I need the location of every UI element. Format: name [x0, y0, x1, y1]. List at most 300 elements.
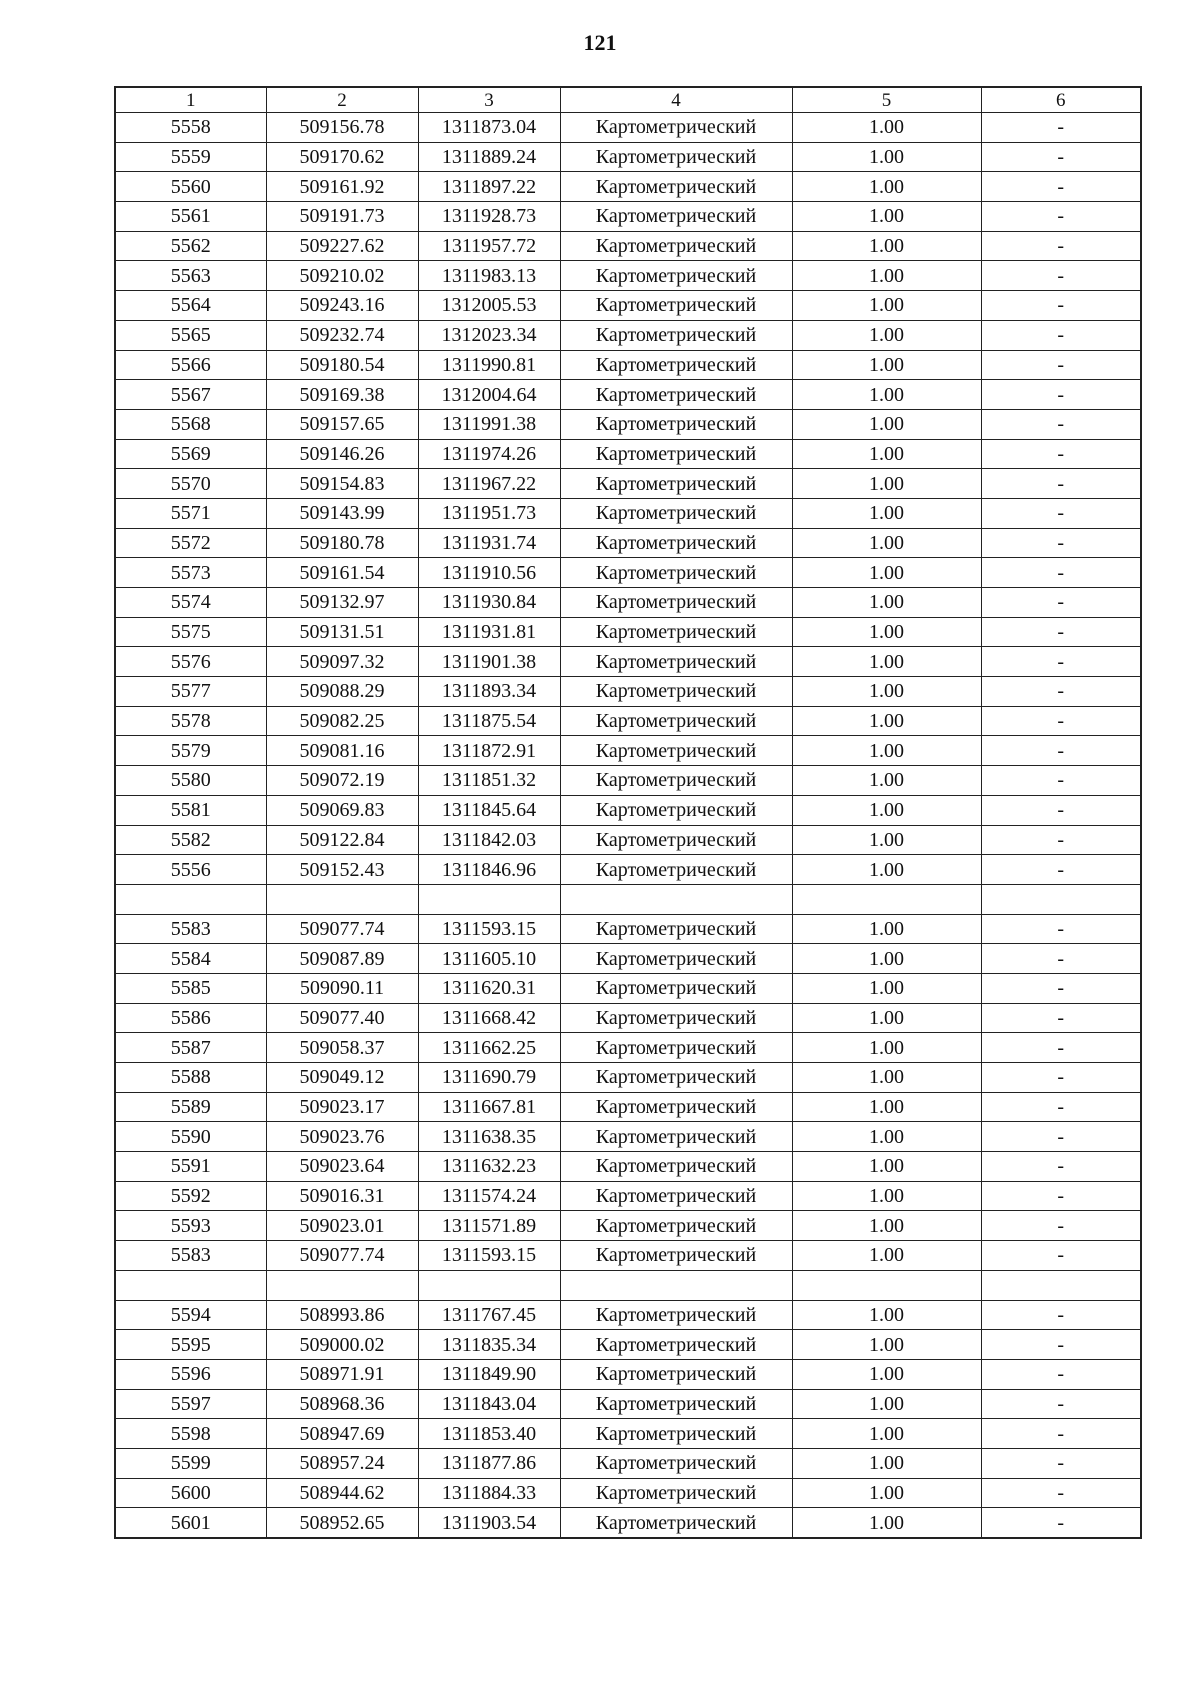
table-cell: 508968.36 — [266, 1389, 418, 1419]
table-cell: 5564 — [115, 291, 266, 321]
table-row — [115, 1063, 1141, 1093]
table-cell: 1311605.10 — [418, 944, 560, 974]
table-cell: Картометрический — [560, 944, 792, 974]
table-cell: 508993.86 — [266, 1300, 418, 1330]
table-row — [115, 350, 1141, 380]
table-cell: 5583 — [115, 914, 266, 944]
table-cell: - — [981, 1359, 1141, 1389]
table-cell: Картометрический — [560, 498, 792, 528]
table-cell: 1312023.34 — [418, 320, 560, 350]
table-cell: 1.00 — [792, 1419, 981, 1449]
table-cell: 1.00 — [792, 1181, 981, 1211]
table-cell: Картометрический — [560, 1063, 792, 1093]
table-cell: 1.00 — [792, 202, 981, 232]
table-cell: 1311931.81 — [418, 617, 560, 647]
table-cell: - — [981, 1300, 1141, 1330]
table-cell: - — [981, 350, 1141, 380]
table-cell: Картометрический — [560, 1211, 792, 1241]
table-cell: 5597 — [115, 1389, 266, 1419]
table-cell: 1.00 — [792, 855, 981, 885]
table-cell — [560, 884, 792, 914]
table-row — [115, 1389, 1141, 1419]
table-row — [115, 914, 1141, 944]
table-cell — [266, 884, 418, 914]
table-cell: 5579 — [115, 736, 266, 766]
table-cell: 509072.19 — [266, 766, 418, 796]
table-cell: Картометрический — [560, 855, 792, 885]
table-cell: 509090.11 — [266, 973, 418, 1003]
table-row — [115, 261, 1141, 291]
table-cell: 509023.17 — [266, 1092, 418, 1122]
table-cell: - — [981, 1241, 1141, 1271]
table-cell: Картометрический — [560, 677, 792, 707]
table-cell: 1311951.73 — [418, 498, 560, 528]
table-cell: 1.00 — [792, 142, 981, 172]
table-cell: 509152.43 — [266, 855, 418, 885]
table-cell: 5582 — [115, 825, 266, 855]
table-cell — [266, 1270, 418, 1300]
table-cell: 1311991.38 — [418, 409, 560, 439]
table-cell: 509170.62 — [266, 142, 418, 172]
table-cell: 5573 — [115, 558, 266, 588]
table-cell: 1.00 — [792, 1122, 981, 1152]
table-row — [115, 1419, 1141, 1449]
table-cell: 508971.91 — [266, 1359, 418, 1389]
table-cell: Картометрический — [560, 825, 792, 855]
table-cell: 5600 — [115, 1478, 266, 1508]
table-cell: 1.00 — [792, 1092, 981, 1122]
table-cell: Картометрический — [560, 142, 792, 172]
table-cell: 5601 — [115, 1508, 266, 1538]
table-cell: - — [981, 795, 1141, 825]
table-cell: 1311662.25 — [418, 1033, 560, 1063]
table-cell: Картометрический — [560, 1508, 792, 1538]
table-cell: 509191.73 — [266, 202, 418, 232]
table-cell: - — [981, 1122, 1141, 1152]
table-cell: 1311593.15 — [418, 1241, 560, 1271]
table-cell: Картометрический — [560, 261, 792, 291]
table-cell: 1.00 — [792, 231, 981, 261]
table-cell: 5572 — [115, 528, 266, 558]
table-cell: 1311835.34 — [418, 1330, 560, 1360]
table-cell: 509077.40 — [266, 1003, 418, 1033]
table-cell: 1311967.22 — [418, 469, 560, 499]
table-cell: 509023.01 — [266, 1211, 418, 1241]
table-cell: 1311632.23 — [418, 1152, 560, 1182]
header-cell-6: 6 — [981, 87, 1141, 113]
table-cell: 509161.54 — [266, 558, 418, 588]
table-cell: 5580 — [115, 766, 266, 796]
table-row — [115, 113, 1141, 143]
table-cell: Картометрический — [560, 766, 792, 796]
table-cell: 5559 — [115, 142, 266, 172]
table-cell — [981, 1270, 1141, 1300]
table-cell: 509143.99 — [266, 498, 418, 528]
table-cell: Картометрический — [560, 1448, 792, 1478]
table-row — [115, 588, 1141, 618]
table-row — [115, 1448, 1141, 1478]
table-cell: 5598 — [115, 1419, 266, 1449]
table-cell: 1.00 — [792, 1063, 981, 1093]
table-cell: 1.00 — [792, 677, 981, 707]
table-cell: Картометрический — [560, 736, 792, 766]
table-cell: 5588 — [115, 1063, 266, 1093]
table-row — [115, 1033, 1141, 1063]
table-cell: 1.00 — [792, 647, 981, 677]
table-cell: 1.00 — [792, 261, 981, 291]
table-cell: - — [981, 1092, 1141, 1122]
table-body — [115, 113, 1141, 1539]
table-cell: 5578 — [115, 706, 266, 736]
table-row — [115, 1300, 1141, 1330]
table-cell: 1.00 — [792, 588, 981, 618]
table-cell: 1.00 — [792, 736, 981, 766]
table-row — [115, 617, 1141, 647]
table-row — [115, 825, 1141, 855]
table-cell: 1.00 — [792, 469, 981, 499]
table-cell: Картометрический — [560, 1389, 792, 1419]
table-cell: - — [981, 736, 1141, 766]
table-row — [115, 1181, 1141, 1211]
table-cell: 5566 — [115, 350, 266, 380]
table-cell: Картометрический — [560, 647, 792, 677]
table-cell: 1311574.24 — [418, 1181, 560, 1211]
table-cell: 5558 — [115, 113, 266, 143]
table-cell: 5590 — [115, 1122, 266, 1152]
table-cell: - — [981, 1389, 1141, 1419]
table-cell: Картометрический — [560, 202, 792, 232]
table-cell: 5589 — [115, 1092, 266, 1122]
table-cell: - — [981, 1063, 1141, 1093]
table-cell: 509210.02 — [266, 261, 418, 291]
table-cell: - — [981, 1419, 1141, 1449]
table-cell: 5593 — [115, 1211, 266, 1241]
table-cell: 509087.89 — [266, 944, 418, 974]
table-row — [115, 1478, 1141, 1508]
table-cell: 509157.65 — [266, 409, 418, 439]
table-cell: 1.00 — [792, 766, 981, 796]
table-cell: 5562 — [115, 231, 266, 261]
table-cell: 1.00 — [792, 1389, 981, 1419]
table-cell: - — [981, 409, 1141, 439]
table-cell: 1311842.03 — [418, 825, 560, 855]
table-cell: 5571 — [115, 498, 266, 528]
table-cell: 1311889.24 — [418, 142, 560, 172]
table-row — [115, 1359, 1141, 1389]
table-cell: 509122.84 — [266, 825, 418, 855]
table-row — [115, 706, 1141, 736]
table-cell: 509146.26 — [266, 439, 418, 469]
table-row — [115, 1152, 1141, 1182]
table-cell: 1.00 — [792, 291, 981, 321]
table-cell: - — [981, 1152, 1141, 1182]
table-row — [115, 1330, 1141, 1360]
table-cell: - — [981, 1033, 1141, 1063]
table-row — [115, 1122, 1141, 1152]
table-cell: Картометрический — [560, 1300, 792, 1330]
table-cell: 1311903.54 — [418, 1508, 560, 1538]
table-cell: - — [981, 825, 1141, 855]
table-cell: - — [981, 469, 1141, 499]
table-cell: 509156.78 — [266, 113, 418, 143]
table-cell: 1.00 — [792, 617, 981, 647]
coordinates-table — [114, 86, 1142, 1539]
table-cell: - — [981, 1478, 1141, 1508]
table-cell: Картометрический — [560, 113, 792, 143]
table-cell: Картометрический — [560, 1359, 792, 1389]
table-cell: 5581 — [115, 795, 266, 825]
header-cell-3: 3 — [418, 87, 560, 113]
table-row — [115, 528, 1141, 558]
table-cell: 1.00 — [792, 558, 981, 588]
table-cell: 1.00 — [792, 795, 981, 825]
table-row — [115, 855, 1141, 885]
table-cell: 1.00 — [792, 380, 981, 410]
table-cell: - — [981, 973, 1141, 1003]
table-row — [115, 677, 1141, 707]
table-row — [115, 1241, 1141, 1271]
table-cell: 1.00 — [792, 1448, 981, 1478]
table-cell: 1.00 — [792, 825, 981, 855]
header-cell-5: 5 — [792, 87, 981, 113]
table-row — [115, 1003, 1141, 1033]
table-cell: 509180.78 — [266, 528, 418, 558]
table-row — [115, 202, 1141, 232]
table-cell: - — [981, 1330, 1141, 1360]
table-cell: 1311974.26 — [418, 439, 560, 469]
table-cell: 1311873.04 — [418, 113, 560, 143]
table-cell: 508944.62 — [266, 1478, 418, 1508]
table-cell — [792, 884, 981, 914]
table-cell: Картометрический — [560, 1241, 792, 1271]
table-cell: 5563 — [115, 261, 266, 291]
table-cell: - — [981, 677, 1141, 707]
table-cell: 1311930.84 — [418, 588, 560, 618]
table-cell: 5568 — [115, 409, 266, 439]
table-cell: 1.00 — [792, 914, 981, 944]
table-cell: Картометрический — [560, 172, 792, 202]
table-cell: 1311928.73 — [418, 202, 560, 232]
table-cell: 5594 — [115, 1300, 266, 1330]
table-row — [115, 291, 1141, 321]
table-cell: 5595 — [115, 1330, 266, 1360]
table-cell: 1.00 — [792, 409, 981, 439]
table-cell: Картометрический — [560, 617, 792, 647]
page-number: 121 — [583, 30, 617, 55]
table-cell: 1311571.89 — [418, 1211, 560, 1241]
table-cell: 5596 — [115, 1359, 266, 1389]
table-cell: 1.00 — [792, 1300, 981, 1330]
table-row — [115, 973, 1141, 1003]
table-cell: 1.00 — [792, 706, 981, 736]
table-cell: 5569 — [115, 439, 266, 469]
table-cell: 1311872.91 — [418, 736, 560, 766]
table-cell: 5567 — [115, 380, 266, 410]
table-cell: Картометрический — [560, 1092, 792, 1122]
table-cell: - — [981, 142, 1141, 172]
table-cell: 5570 — [115, 469, 266, 499]
table-cell: 509081.16 — [266, 736, 418, 766]
table-cell: 1311638.35 — [418, 1122, 560, 1152]
table-cell: 508957.24 — [266, 1448, 418, 1478]
table-cell: Картометрический — [560, 588, 792, 618]
table-cell: Картометрический — [560, 558, 792, 588]
table-cell: 1.00 — [792, 439, 981, 469]
table-cell: 1311620.31 — [418, 973, 560, 1003]
table-cell: 5585 — [115, 973, 266, 1003]
table-cell: 1.00 — [792, 1241, 981, 1271]
table-cell: 509227.62 — [266, 231, 418, 261]
table-cell: 5575 — [115, 617, 266, 647]
table-cell: 1311875.54 — [418, 706, 560, 736]
table-cell: 1311849.90 — [418, 1359, 560, 1389]
table-cell — [418, 884, 560, 914]
table-cell: 1.00 — [792, 1211, 981, 1241]
table-cell: - — [981, 439, 1141, 469]
table-cell: 1311853.40 — [418, 1419, 560, 1449]
table-cell: 5592 — [115, 1181, 266, 1211]
table-cell: 1311668.42 — [418, 1003, 560, 1033]
table-cell: 1311843.04 — [418, 1389, 560, 1419]
table-cell: 509049.12 — [266, 1063, 418, 1093]
table-cell: Картометрический — [560, 231, 792, 261]
table-row — [115, 944, 1141, 974]
table-cell: Картометрический — [560, 1478, 792, 1508]
table-cell: - — [981, 202, 1141, 232]
table-cell: 5599 — [115, 1448, 266, 1478]
table-row — [115, 1092, 1141, 1122]
table-cell: 509131.51 — [266, 617, 418, 647]
table-row — [115, 172, 1141, 202]
table-cell: Картометрический — [560, 1419, 792, 1449]
table-cell: Картометрический — [560, 320, 792, 350]
table-cell: 1311901.38 — [418, 647, 560, 677]
table-cell: 1.00 — [792, 350, 981, 380]
table-cell — [115, 1270, 266, 1300]
table-cell: 5584 — [115, 944, 266, 974]
header-cell-1: 1 — [115, 87, 266, 113]
table-cell: 1.00 — [792, 1152, 981, 1182]
table-cell: 1311846.96 — [418, 855, 560, 885]
table-cell: - — [981, 1508, 1141, 1538]
table-cell — [115, 884, 266, 914]
table-row — [115, 498, 1141, 528]
table-cell: 508947.69 — [266, 1419, 418, 1449]
table-cell: - — [981, 291, 1141, 321]
table-row — [115, 1270, 1141, 1300]
header-row — [115, 87, 1141, 113]
table-cell — [981, 884, 1141, 914]
table-cell: Картометрический — [560, 528, 792, 558]
table-cell: Картометрический — [560, 1122, 792, 1152]
table-cell: 509154.83 — [266, 469, 418, 499]
table-cell: Картометрический — [560, 439, 792, 469]
table-cell: 5586 — [115, 1003, 266, 1033]
table-row — [115, 766, 1141, 796]
table-cell: Картометрический — [560, 973, 792, 1003]
table-cell: 1312004.64 — [418, 380, 560, 410]
table-cell: 509023.76 — [266, 1122, 418, 1152]
table-cell: 1.00 — [792, 944, 981, 974]
table-cell: 508952.65 — [266, 1508, 418, 1538]
table-row — [115, 469, 1141, 499]
table-cell: 5556 — [115, 855, 266, 885]
table-cell: 509077.74 — [266, 914, 418, 944]
table-row — [115, 647, 1141, 677]
table-cell: 5583 — [115, 1241, 266, 1271]
table-cell: Картометрический — [560, 795, 792, 825]
table-cell: 1.00 — [792, 1478, 981, 1508]
table-cell: - — [981, 380, 1141, 410]
table-cell: 1.00 — [792, 1508, 981, 1538]
table-cell: - — [981, 558, 1141, 588]
table-cell: 5574 — [115, 588, 266, 618]
table-cell: 1311845.64 — [418, 795, 560, 825]
table-cell: - — [981, 588, 1141, 618]
table-row — [115, 1508, 1141, 1538]
table-row — [115, 795, 1141, 825]
table-cell: 1.00 — [792, 113, 981, 143]
table-cell: 509088.29 — [266, 677, 418, 707]
table-row — [115, 884, 1141, 914]
table-cell: - — [981, 528, 1141, 558]
table-cell: - — [981, 113, 1141, 143]
table-cell: Картометрический — [560, 409, 792, 439]
table-cell: 1311957.72 — [418, 231, 560, 261]
table-cell: 509082.25 — [266, 706, 418, 736]
table-cell: Картометрический — [560, 1152, 792, 1182]
table-cell: 5561 — [115, 202, 266, 232]
table-cell: 1.00 — [792, 1003, 981, 1033]
table-cell: - — [981, 1181, 1141, 1211]
table-row — [115, 1211, 1141, 1241]
table-cell: 1311931.74 — [418, 528, 560, 558]
table-cell: 1311990.81 — [418, 350, 560, 380]
table-cell: - — [981, 944, 1141, 974]
table-row — [115, 409, 1141, 439]
table-row — [115, 380, 1141, 410]
table-cell: 1311910.56 — [418, 558, 560, 588]
table-cell: 509058.37 — [266, 1033, 418, 1063]
header-cell-2: 2 — [266, 87, 418, 113]
table-cell: 509180.54 — [266, 350, 418, 380]
table-row — [115, 231, 1141, 261]
table-cell — [418, 1270, 560, 1300]
table-cell: - — [981, 766, 1141, 796]
table-cell: 509097.32 — [266, 647, 418, 677]
table-cell: 1312005.53 — [418, 291, 560, 321]
table-cell: 5565 — [115, 320, 266, 350]
table-cell: 1.00 — [792, 1359, 981, 1389]
table-cell: Картометрический — [560, 1181, 792, 1211]
table-cell: 1.00 — [792, 320, 981, 350]
table-cell: - — [981, 1448, 1141, 1478]
table-cell: - — [981, 498, 1141, 528]
table-cell: 509077.74 — [266, 1241, 418, 1271]
table-cell: 1311983.13 — [418, 261, 560, 291]
table-cell: - — [981, 1211, 1141, 1241]
table-cell: 1311851.32 — [418, 766, 560, 796]
table-cell: 1311877.86 — [418, 1448, 560, 1478]
table-cell: - — [981, 261, 1141, 291]
table-cell: 1311690.79 — [418, 1063, 560, 1093]
table-cell: Картометрический — [560, 1003, 792, 1033]
table-row — [115, 439, 1141, 469]
table-cell: 5587 — [115, 1033, 266, 1063]
table-header — [115, 87, 1141, 113]
table-cell: 1311893.34 — [418, 677, 560, 707]
table-row — [115, 558, 1141, 588]
